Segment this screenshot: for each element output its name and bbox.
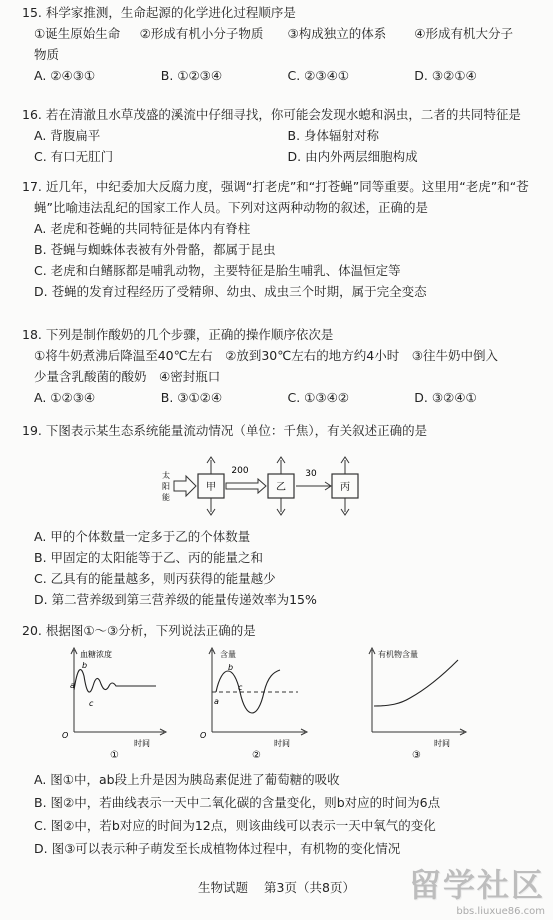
graphs-figure bbox=[60, 646, 480, 764]
graph-1-ylabel: 血糖浓度 bbox=[80, 650, 112, 659]
option-d: D. 第二营养级到第三营养级的能量传递效率为15% bbox=[34, 592, 317, 607]
option-b: B. ①②③④ bbox=[160, 68, 223, 83]
question-stem: 16. 若在清澈且水草茂盛的溪流中仔细寻找，你可能会发现水螅和涡虫，二者的共同特征是 bbox=[22, 107, 521, 122]
flow-value-30: 30 bbox=[305, 469, 317, 479]
option-c: C. 乙具有的能量越多，则丙获得的能量越少 bbox=[34, 571, 276, 586]
option-a: A. 图①中，ab段上升是因为胰岛素促进了葡萄糖的吸收 bbox=[34, 772, 340, 787]
options bbox=[22, 387, 541, 408]
graph-3-xlabel: 时间 bbox=[434, 739, 450, 748]
option-c: C. ②③④① bbox=[287, 68, 349, 83]
question-stem: 20. 根据图①～③分析，下列说法正确的是 bbox=[22, 623, 256, 638]
sun-label-3: 能 bbox=[162, 493, 170, 502]
statement: ①诞生原始生命 bbox=[34, 26, 121, 41]
footer-page-number: 第3页（共8页） bbox=[264, 880, 355, 895]
statement: ③构成独立的体系 bbox=[287, 26, 387, 41]
node-jia-label: 甲 bbox=[206, 482, 216, 493]
option-d: D. 苍蝇的发育过程经历了受精卵、幼虫、成虫三个时期，属于完全变态 bbox=[34, 284, 427, 299]
statement-list bbox=[22, 23, 541, 44]
option-a: A. ②④③① bbox=[34, 68, 96, 83]
question-stem-cont: 蝇”比喻违法乱纪的国家工作人员。下列对这两种动物的叙述，正确的是 bbox=[34, 200, 428, 215]
graph-3-curve bbox=[374, 660, 458, 706]
graph-3-number: ③ bbox=[412, 750, 421, 761]
question-17 bbox=[22, 176, 541, 302]
watermark-logo: 留学社区 bbox=[408, 866, 545, 904]
footer-subject: 生物试题 bbox=[198, 880, 249, 895]
graph-1-point-a: a bbox=[70, 681, 75, 690]
graph-1-origin: O bbox=[62, 731, 69, 740]
graph-1-xlabel: 时间 bbox=[134, 739, 150, 748]
statement-continuation: 物质 bbox=[34, 47, 60, 62]
question-20 bbox=[22, 620, 541, 641]
flow-value-200: 200 bbox=[231, 466, 249, 476]
question-20-options bbox=[22, 768, 541, 860]
node-yi-label: 乙 bbox=[276, 482, 286, 493]
arrow-sun-to-jia bbox=[174, 476, 196, 496]
option-a: A. ①②③④ bbox=[34, 390, 96, 405]
arrow-jia-to-yi bbox=[226, 479, 266, 493]
graph-1-number: ① bbox=[110, 750, 119, 761]
option-d: D. ③②④① bbox=[414, 390, 477, 405]
energy-flow-diagram bbox=[150, 454, 470, 518]
graph-2-xlabel: 时间 bbox=[274, 739, 290, 748]
question-stem: 15. 科学家推测，生命起源的化学进化过程顺序是 bbox=[22, 5, 296, 20]
question-stem: 19. 下图表示某生态系统能量流动情况（单位：千焦），有关叙述正确的是 bbox=[22, 423, 428, 438]
graph-2-point-c: c bbox=[238, 683, 243, 692]
graph-1-curve bbox=[74, 670, 156, 693]
option-b: B. 甲固定的太阳能等于乙、丙的能量之和 bbox=[34, 550, 264, 565]
option-b: B. ③①②④ bbox=[160, 390, 223, 405]
node-bing-label: 丙 bbox=[340, 482, 350, 493]
option-d: D. 由内外两层细胞构成 bbox=[287, 149, 418, 164]
question-19-options bbox=[22, 526, 541, 610]
question-stem: 18. 下列是制作酸奶的几个步骤，正确的操作顺序依次是 bbox=[22, 327, 334, 342]
graph-1 bbox=[62, 648, 166, 761]
graph-2-origin: O bbox=[200, 731, 207, 740]
option-a: A. 老虎和苍蝇的共同特征是体内有脊柱 bbox=[34, 221, 251, 236]
step-list: ①将牛奶煮沸后降温至40℃左右 ②放到30℃左右的地方约4小时 ③往牛奶中倒入 bbox=[34, 348, 498, 363]
graph-1-point-b: b bbox=[82, 661, 88, 670]
graph-2-point-b: b bbox=[228, 663, 234, 672]
options bbox=[22, 65, 541, 86]
watermark bbox=[409, 860, 545, 917]
option-a: A. 甲的个体数量一定多于乙的个体数量 bbox=[34, 529, 251, 544]
option-b: B. 苍蝇与蜘蛛体表被有外骨骼，都属于昆虫 bbox=[34, 242, 276, 257]
option-b: B. 身体辐射对称 bbox=[287, 128, 380, 143]
sun-label-1: 太 bbox=[162, 471, 170, 480]
option-c: C. 老虎和白鳍豚都是哺乳动物，主要特征是胎生哺乳、体温恒定等 bbox=[34, 263, 401, 278]
option-c: C. ①③④② bbox=[287, 390, 349, 405]
graph-3-ylabel: 有机物含量 bbox=[378, 650, 418, 659]
option-d: D. ③②①④ bbox=[414, 68, 477, 83]
watermark-site: bbs.liuxue86.com bbox=[456, 906, 545, 917]
question-stem: 17. 近几年，中纪委加大反腐力度，强调“打老虎”和“打苍蝇”同等重要。这里用“老虎”和“苍 bbox=[22, 179, 529, 194]
statement: ②形成有机小分子物质 bbox=[139, 26, 264, 41]
options bbox=[22, 125, 541, 146]
graph-2-number: ② bbox=[252, 750, 261, 761]
statement: ④形成有机大分子 bbox=[414, 26, 513, 41]
graph-2-ylabel: 含量 bbox=[220, 650, 236, 659]
graph-3 bbox=[369, 648, 466, 761]
option-d: D. 图③可以表示种子萌发至长成植物体过程中，有机物的变化情况 bbox=[34, 841, 401, 856]
option-c: C. 图②中，若b对应的时间为12点，则该曲线可以表示一天中氧气的变化 bbox=[34, 818, 436, 833]
graph-2 bbox=[200, 648, 307, 761]
question-16 bbox=[22, 104, 541, 167]
option-c: C. 有口无肛门 bbox=[34, 149, 114, 164]
question-19 bbox=[22, 420, 541, 441]
sun-label-2: 阳 bbox=[162, 482, 170, 491]
question-15 bbox=[22, 2, 541, 86]
option-b: B. 图②中，若曲线表示一天中二氧化碳的含量变化，则b对应的时间为6点 bbox=[34, 795, 441, 810]
step-list-cont: 少量含乳酸菌的酸奶 ④密封瓶口 bbox=[34, 369, 221, 384]
option-a: A. 背腹扁平 bbox=[34, 128, 101, 143]
graph-2-point-a: a bbox=[214, 697, 219, 706]
options bbox=[22, 146, 541, 167]
question-18 bbox=[22, 324, 541, 408]
graph-1-point-c: c bbox=[89, 699, 94, 708]
